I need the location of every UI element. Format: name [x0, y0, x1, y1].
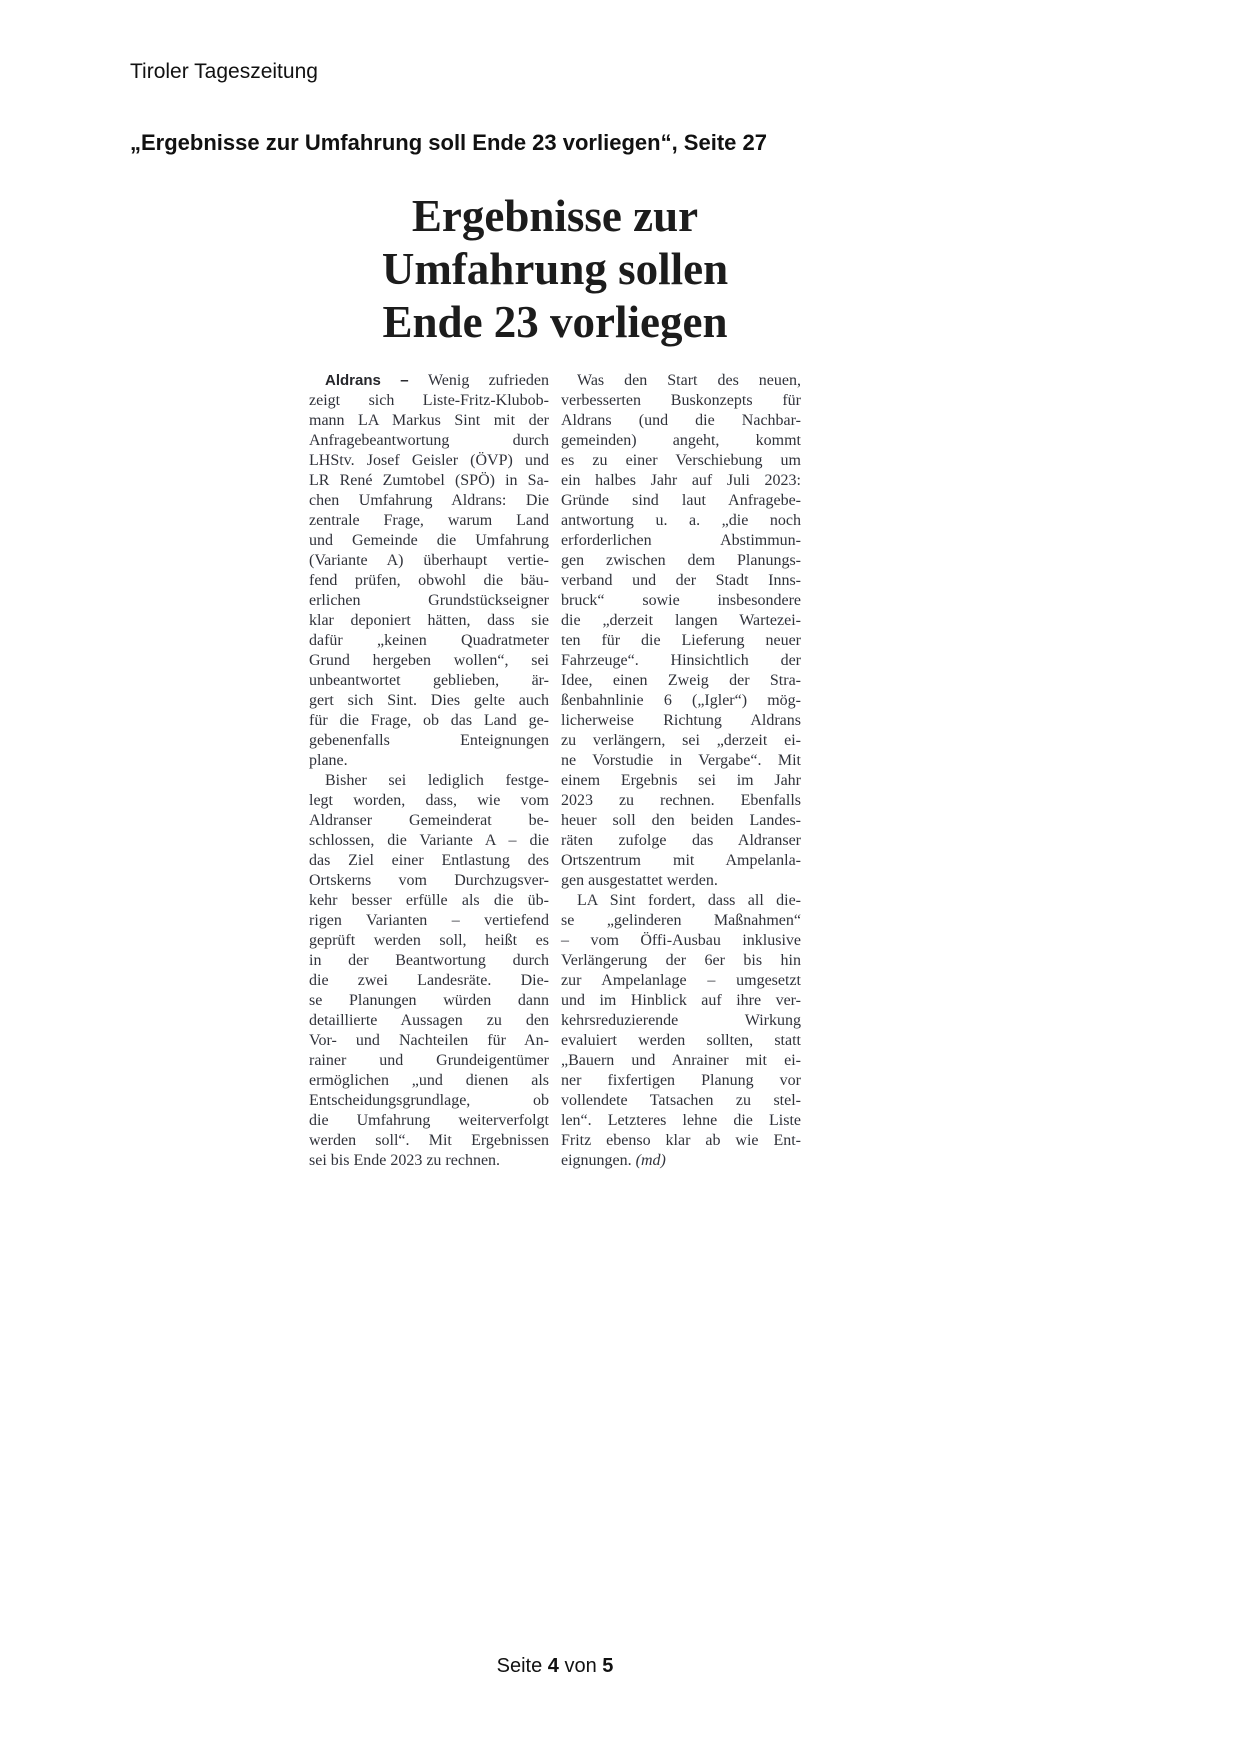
- article-text-line: Gründe sind laut Anfragebe-: [561, 492, 801, 509]
- article-text-line: Fritz ebenso klar ab wie Ent-: [561, 1132, 801, 1149]
- article-text-line: mann LA Markus Sint mit der: [309, 412, 549, 429]
- headline-line: Ergebnisse zur: [411, 191, 699, 241]
- article-text-line: gemeinden) angeht, kommt: [561, 432, 801, 449]
- article-text-line: ßenbahnlinie 6 („Igler“) mög-: [561, 692, 801, 709]
- article-text-line: Ortskerns vom Durchzugsver-: [309, 872, 549, 889]
- article-text-line: es zu einer Verschiebung um: [561, 452, 801, 469]
- article-text-line: gebenenfalls Enteignungen: [309, 732, 549, 749]
- article-text-line: Anfragebeantwortung durch: [309, 432, 549, 449]
- article-text-line: geprüft werden soll, heißt es: [309, 932, 549, 949]
- article-headline: [130, 190, 980, 349]
- article-text-line: Ortszentrum mit Ampelanla-: [561, 852, 801, 869]
- article-text-line: 2023 zu rechnen. Ebenfalls: [561, 792, 801, 809]
- article-paragraph: [309, 771, 549, 1171]
- article-text-line: LR René Zumtobel (SPÖ) in Sa-: [309, 472, 549, 489]
- article-paragraph: [561, 371, 801, 891]
- article-text-line: erlichen Grundstückseigner: [309, 592, 549, 609]
- article-text-line: legt worden, dass, wie vom: [309, 792, 549, 809]
- article-text-line: Aldranser Gemeinderat be-: [309, 812, 549, 829]
- headline-line: Umfahrung sollen: [381, 244, 729, 294]
- article-text-line: die zwei Landesräte. Die-: [309, 972, 549, 989]
- article-text-line: zur Ampelanlage – umgesetzt: [561, 972, 801, 989]
- article-text-line: dafür „keinen Quadratmeter: [309, 632, 549, 649]
- article-text-line: eignungen. (md): [561, 1152, 666, 1169]
- page-number-current: 4: [547, 1655, 559, 1677]
- article-text-line: verband und der Stadt Inns-: [561, 572, 801, 589]
- page-number-total: 5: [602, 1655, 614, 1677]
- article-text-line: bruck“ sowie insbesondere: [561, 592, 801, 609]
- page-indicator-label: Seite: [496, 1655, 548, 1677]
- article-text-line: LA Sint fordert, dass all die-: [577, 892, 801, 909]
- article-text-line: Grund hergeben wollen“, sei: [309, 652, 549, 669]
- article-text-line: Entscheidungsgrundlage, ob: [309, 1092, 549, 1109]
- article-column-left: [309, 371, 549, 1171]
- article-text-line: in der Beantwortung durch: [309, 952, 549, 969]
- article-text-line: räten zufolge das Aldranser: [561, 832, 801, 849]
- article-text-line: und im Hinblick auf ihre ver-: [561, 992, 801, 1009]
- article-text-line: zu verlängern, sei „derzeit ei-: [561, 732, 801, 749]
- article-text-line: detaillierte Aussagen zu den: [309, 1012, 549, 1029]
- article-text-line: chen Umfahrung Aldrans: Die: [309, 492, 549, 509]
- article-text-line: heuer soll den beiden Landes-: [561, 812, 801, 829]
- article-body: [130, 371, 980, 1171]
- article-text-line: kehr besser erfülle als die üb-: [309, 892, 549, 909]
- newspaper-name: Tiroler Tageszeitung: [130, 60, 318, 83]
- article-text-line: plane.: [309, 752, 348, 769]
- article-text-line: zeigt sich Liste-Fritz-Klubob-: [309, 392, 549, 409]
- article-text-line: gen zwischen dem Planungs-: [561, 552, 801, 569]
- article-text-line: len“. Letzteres lehne die Liste: [561, 1112, 801, 1129]
- article-text-line: gen ausgestattet werden.: [561, 872, 718, 889]
- article-paragraph: [309, 371, 549, 771]
- article-paragraph: [561, 891, 801, 1171]
- article-text-line: licherweise Richtung Aldrans: [561, 712, 801, 729]
- article-text-line: Aldrans (und die Nachbar-: [561, 412, 801, 429]
- page-indicator-of: von: [558, 1655, 603, 1677]
- article-text-line: se „gelinderen Maßnahmen“: [561, 912, 801, 929]
- location-lead: Aldrans –: [325, 372, 428, 389]
- article-text-line: ein halbes Jahr auf Juli 2023:: [561, 472, 801, 489]
- article-text-line: LHStv. Josef Geisler (ÖVP) und: [309, 452, 549, 469]
- article-text-line: ner fixfertigen Planung vor: [561, 1072, 801, 1089]
- article-text-line: die Umfahrung weiterverfolgt: [309, 1112, 549, 1129]
- article-text-line: erforderlichen Abstimmun-: [561, 532, 801, 549]
- article: [130, 190, 980, 1171]
- article-text-line: werden soll“. Mit Ergebnissen: [309, 1132, 549, 1149]
- article-text-line: antwortung u. a. „die noch: [561, 512, 801, 529]
- article-text-line: einem Ergebnis sei im Jahr: [561, 772, 801, 789]
- article-text-line: sei bis Ende 2023 zu rechnen.: [309, 1152, 501, 1169]
- author-initials: (md): [635, 1152, 666, 1169]
- article-text-line: ne Vorstudie in Vergabe“. Mit: [561, 752, 801, 769]
- article-text-line: Bisher sei lediglich festge-: [325, 772, 549, 789]
- article-text-line: evaluiert werden sollten, statt: [561, 1032, 801, 1049]
- article-text-line: für die Frage, ob das Land ge-: [309, 712, 549, 729]
- article-reference-title: „Ergebnisse zur Umfahrung soll Ende 23 vorliegen“, Seite 27: [130, 130, 767, 155]
- article-text-line: gert sich Sint. Dies gelte auch: [309, 692, 549, 709]
- article-text-line: und Gemeinde die Umfahrung: [309, 532, 549, 549]
- article-text-line: Idee, einen Zweig der Stra-: [561, 672, 801, 689]
- article-text-line: Vor- und Nachteilen für An-: [309, 1032, 549, 1049]
- article-text-line: se Planungen würden dann: [309, 992, 549, 1009]
- article-text-line: vollendete Tatsachen zu stel-: [561, 1092, 801, 1109]
- article-text-line: unbeantwortet geblieben, är-: [309, 672, 549, 689]
- article-text-line: (Variante A) überhaupt vertie-: [309, 552, 549, 569]
- article-text-line: – vom Öffi-Ausbau inklusive: [561, 932, 801, 949]
- article-text-line: schlossen, die Variante A – die: [309, 832, 549, 849]
- article-text-line: klar deponiert hätten, dass sie: [309, 612, 549, 629]
- article-text-line: das Ziel einer Entlastung des: [309, 852, 549, 869]
- article-text-line: „Bauern und Anrainer mit ei-: [561, 1052, 801, 1069]
- article-text-line: fend prüfen, obwohl die bäu-: [309, 572, 549, 589]
- headline-line: Ende 23 vorliegen: [382, 297, 728, 347]
- article-text-line: verbesserten Buskonzepts für: [561, 392, 801, 409]
- article-text-line: kehrsreduzierende Wirkung: [561, 1012, 801, 1029]
- article-text-line: Was den Start des neuen,: [577, 372, 801, 389]
- article-text-line: Verlängerung der 6er bis hin: [561, 952, 801, 969]
- article-text-line: die „derzeit langen Wartezei-: [561, 612, 801, 629]
- article-text-line: ten für die Lieferung neuer: [561, 632, 801, 649]
- article-text-line: ermöglichen „und dienen als: [309, 1072, 549, 1089]
- article-text-line: Fahrzeuge“. Hinsichtlich der: [561, 652, 801, 669]
- page-indicator: [130, 1655, 980, 1678]
- article-text-line: rigen Varianten – vertiefend: [309, 912, 549, 929]
- article-text-line: rainer und Grundeigentümer: [309, 1052, 549, 1069]
- article-text-line: zentrale Frage, warum Land: [309, 512, 549, 529]
- article-column-right: [561, 371, 801, 1171]
- article-text-line: Aldrans – Wenig zufrieden: [325, 372, 549, 389]
